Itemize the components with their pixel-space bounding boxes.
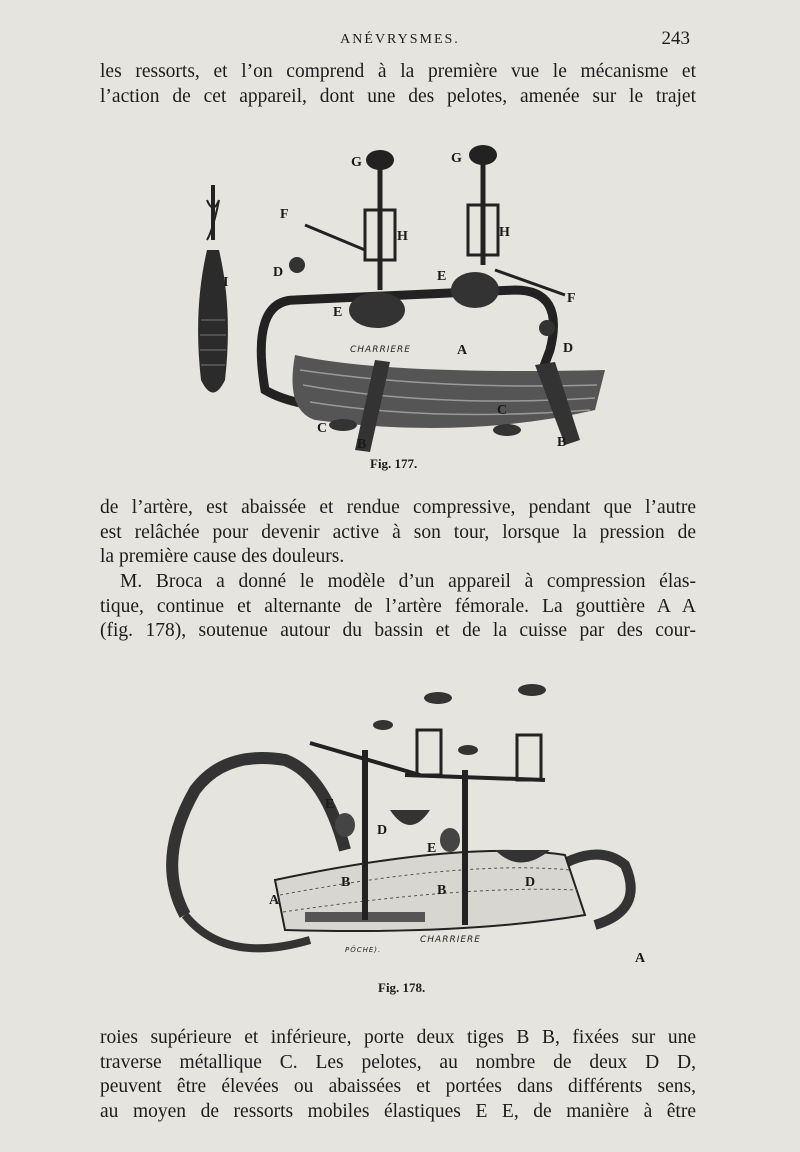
label-E-mid: E [427, 841, 437, 856]
figure-177-illustration [185, 140, 625, 470]
label-A-left: A [269, 893, 280, 908]
label-A-right: A [635, 951, 646, 966]
label-G-left: G [351, 155, 362, 170]
text-line: roies supérieure et inférieure, porte deux tiges B B, fixées sur une [100, 1027, 696, 1048]
text-line: tique, continue et alternante de l’artère fémorale. La gouttière A A [100, 595, 696, 617]
label-C-right: C [497, 403, 508, 418]
text-line: les ressorts, et l’on comprend à la première vue le mécanisme et [100, 61, 696, 82]
label-D-left: D [377, 823, 388, 838]
label-E-left: E [333, 305, 343, 320]
paragraph-artery [100, 496, 696, 570]
text-line: l’action de cet appareil, dont une des pelotes, amenée sur le trajet [100, 85, 696, 107]
gutter-drawing [275, 851, 585, 931]
text-line: est relâchée pour devenir active à son tour, lorsque la pression de [100, 521, 696, 543]
label-A: A [457, 343, 468, 358]
label-G-right: G [451, 151, 462, 166]
label-B-left: B [357, 437, 367, 452]
text-line: (fig. 178), soutenue autour du bassin et de la cuisse par des cour- [100, 620, 696, 641]
paragraph-broca [100, 570, 696, 644]
paragraph-description [100, 1026, 696, 1124]
label-H-left: H [397, 229, 408, 244]
maker-stamp-small: PÖCHE). [345, 946, 382, 954]
paragraph-intro [100, 60, 696, 109]
label-D-right: D [525, 875, 536, 890]
label-H-right: H [499, 225, 510, 240]
label-C-left: C [317, 421, 328, 436]
label-D-right: D [563, 341, 574, 356]
label-F-left: F [280, 207, 289, 222]
text-line: traverse métallique C. Les pelotes, au nombre de deux D D, [100, 1051, 696, 1073]
page-number: 243 [661, 28, 690, 49]
maker-stamp: CHARRIERE [420, 935, 481, 945]
label-B-mid: B [437, 883, 447, 898]
label-D-left: D [273, 265, 284, 280]
running-head [100, 28, 700, 52]
text-line: peuvent être élevées ou abaissées et portées dans différents sens, [100, 1076, 696, 1097]
text-line: au moyen de ressorts mobiles élastiques E E, de manière à être [100, 1100, 696, 1122]
label-B-right: B [557, 435, 567, 450]
figure-178-caption: Fig. 178. [378, 980, 426, 995]
label-B-left: B [341, 875, 351, 890]
figure-177-caption: Fig. 177. [370, 456, 418, 471]
compression-screws-drawing [289, 145, 565, 336]
label-E-right: E [437, 269, 447, 284]
running-title: ANÉVRYSMES. [340, 32, 460, 47]
text-line: de l’artère, est abaissée et rendue compressive, pendant que l’autre [100, 497, 696, 518]
text-line: M. Broca a donné le modèle d’un appareil à compression élas- [120, 571, 696, 592]
label-I: I [223, 275, 229, 290]
trough-drawing [261, 290, 605, 452]
label-F-right: F [567, 291, 576, 306]
maker-stamp: CHARRIERE [350, 345, 411, 355]
text-line: la première cause des douleurs. [100, 546, 345, 567]
label-E-left: E [325, 797, 335, 812]
figure-178-illustration [165, 680, 665, 970]
